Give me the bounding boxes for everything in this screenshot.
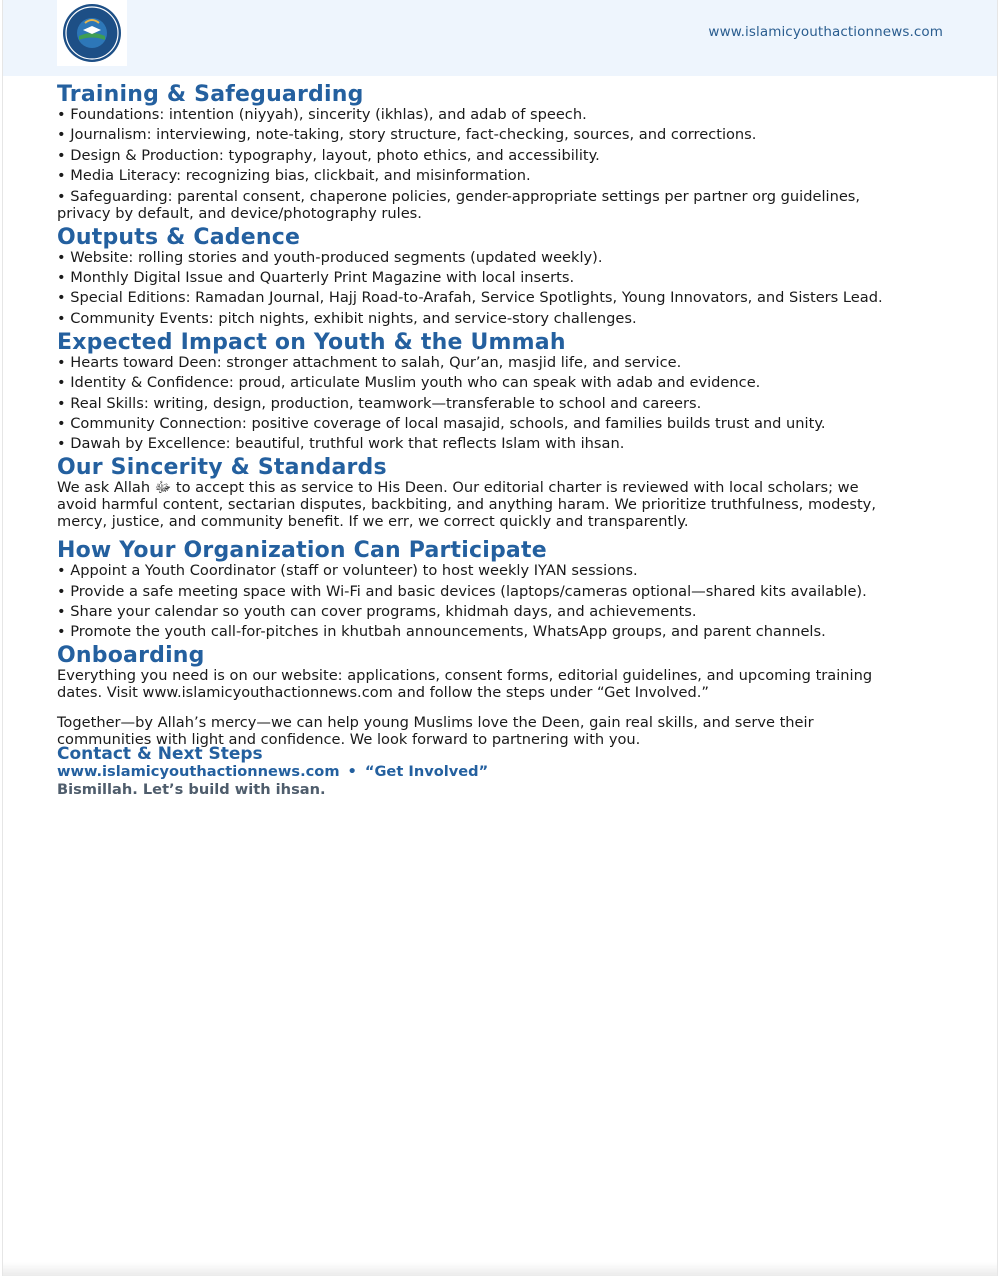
list-item: • Community Connection: positive coverage of local masajid, schools, and families builds trust and unity. xyxy=(57,414,826,432)
section-training xyxy=(57,84,897,222)
list-item: • Monthly Digital Issue and Quarterly Print Magazine with local inserts. xyxy=(57,268,575,286)
section-title: How Your Organization Can Participate xyxy=(57,538,547,564)
section-title: Expected Impact on Youth & the Ummah xyxy=(57,329,566,355)
list-item: • Media Literacy: recognizing bias, clickbait, and misinformation. xyxy=(57,167,531,185)
list-item: • Journalism: interviewing, note-taking, story structure, fact-checking, sources, and corrections. xyxy=(57,126,757,144)
section-title: Our Sincerity & Standards xyxy=(57,455,387,481)
section-paragraph: Everything you need is on our website: applications, consent forms, editorial guidelines, and upcoming training dates. Visit www.islamicyouthactionnews.com and follow the steps under “Get Involved.” xyxy=(57,667,873,702)
list-item: • Design & Production: typography, layout, photo ethics, and accessibility. xyxy=(57,146,600,164)
contact-website-link[interactable]: www.islamicyouthactionnews.com xyxy=(57,763,340,781)
section-title: Training & Safeguarding xyxy=(57,82,364,107)
sign-off: Bismillah. Let’s build with ihsan. xyxy=(57,781,326,799)
logo-emblem-icon xyxy=(57,0,127,66)
get-involved-link[interactable]: “Get Involved” xyxy=(364,763,489,781)
separator-dot: • xyxy=(347,763,357,781)
section-sincerity xyxy=(57,457,897,530)
section-onboarding xyxy=(57,645,897,748)
section-participate xyxy=(57,540,897,640)
list-item: • Real Skills: writing, design, production, teamwork—transferable to school and careers. xyxy=(57,394,702,412)
list-item: • Foundations: intention (niyyah), sincerity (ikhlas), and adab of speech. xyxy=(57,106,587,123)
section-contact xyxy=(57,746,897,799)
document-page xyxy=(2,0,998,1276)
list-item: • Safeguarding: parental consent, chaperone policies, gender-appropriate settings per partner org guidelines, privacy by default, and device/photography rules. xyxy=(57,187,861,222)
header-website-url[interactable]: www.islamicyouthactionnews.com xyxy=(708,24,943,40)
list-item: • Appoint a Youth Coordinator (staff or volunteer) to host weekly IYAN sessions. xyxy=(57,562,638,580)
section-title: Onboarding xyxy=(57,643,205,669)
list-item: • Website: rolling stories and youth-produced segments (updated weekly). xyxy=(57,248,603,266)
section-outputs xyxy=(57,224,897,327)
contact-title: Contact & Next Steps xyxy=(57,744,263,765)
iyan-logo xyxy=(57,0,127,66)
list-item: • Dawah by Excellence: beautiful, truthful work that reflects Islam with ihsan. xyxy=(57,435,625,453)
list-item: • Community Events: pitch nights, exhibit nights, and service-story challenges. xyxy=(57,309,637,327)
section-impact xyxy=(57,329,897,453)
list-item: • Share your calendar so youth can cover programs, khidmah days, and achievements. xyxy=(57,603,697,621)
list-item: • Provide a safe meeting space with Wi-Fi and basic devices (laptops/cameras optional—shared kits available). xyxy=(57,582,867,600)
section-title: Outputs & Cadence xyxy=(57,224,301,250)
document-body xyxy=(57,84,897,799)
page-bottom-shadow xyxy=(3,1262,997,1276)
list-item: • Special Editions: Ramadan Journal, Hajj Road-to-Arafah, Service Spotlights, Young Innovators, and Sisters Lead. xyxy=(57,289,883,307)
list-item: • Identity & Confidence: proud, articulate Muslim youth who can speak with adab and evidence. xyxy=(57,374,761,392)
page-header xyxy=(3,0,997,76)
list-item: • Promote the youth call-for-pitches in khutbah announcements, WhatsApp groups, and parent channels. xyxy=(57,623,826,641)
list-item: • Hearts toward Deen: stronger attachment to salah, Qur’an, masjid life, and service. xyxy=(57,353,682,371)
section-paragraph: We ask Allah ﷻ to accept this as service to His Deen. Our editorial charter is reviewed with local scholars; we avoid harmful content, sectarian disputes, backbiting, and anything haram. We prioritize truthfulness, modesty, mercy, justice, and community benefit. If we err, we correct quickly and transparently. xyxy=(57,479,876,531)
closing-paragraph: Together—by Allah’s mercy—we can help young Muslims love the Deen, gain real skills, and serve their communities with light and confidence. We look forward to partnering with you. xyxy=(57,714,814,749)
contact-line xyxy=(57,763,897,781)
